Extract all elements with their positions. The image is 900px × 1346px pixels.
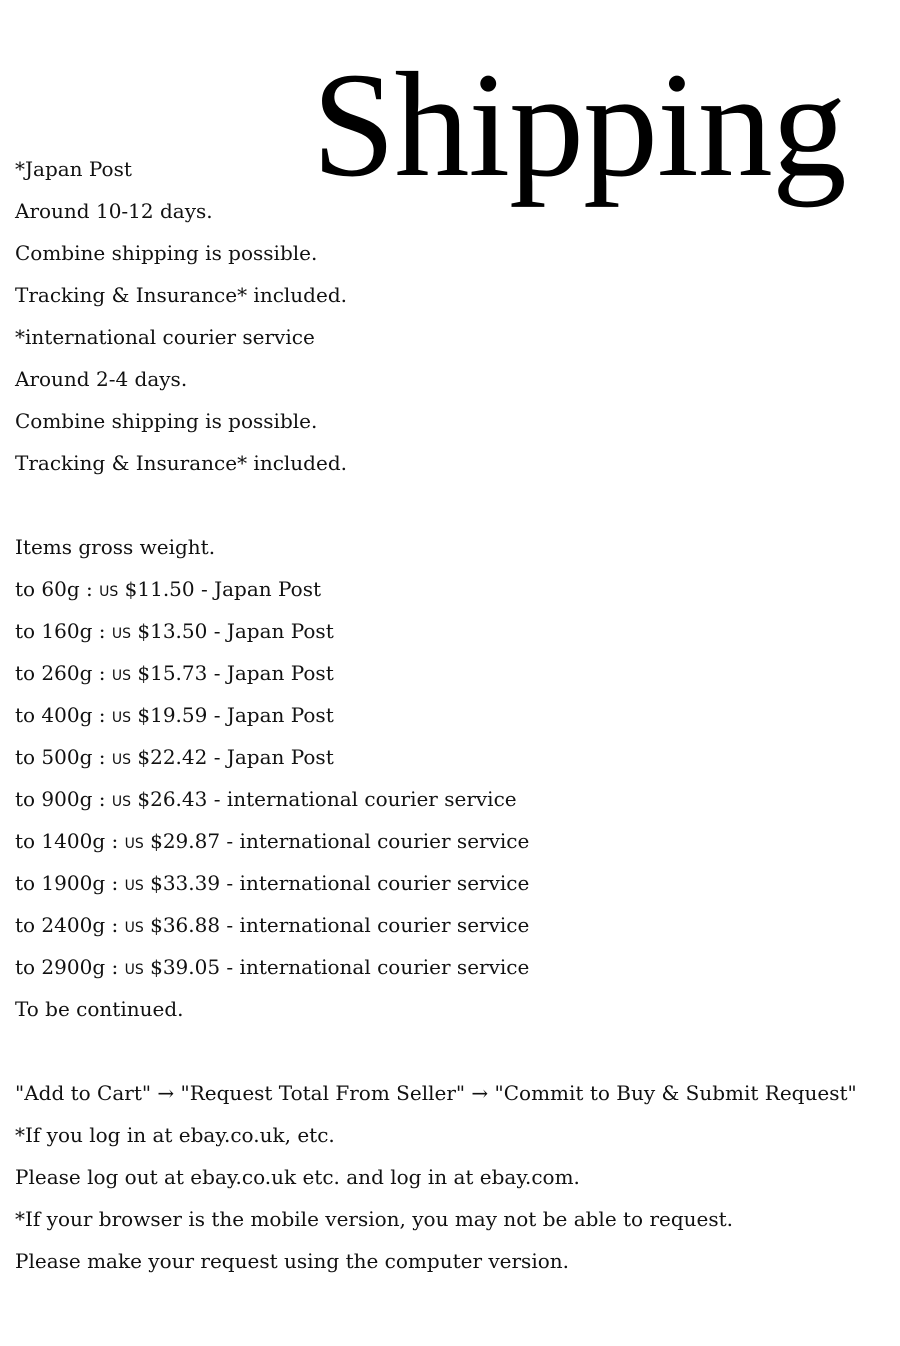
rate-row	[15, 778, 895, 820]
rate-row	[15, 820, 895, 862]
rate-price: $26.43	[131, 787, 208, 811]
shipping-info	[15, 148, 895, 1282]
currency-label: US	[111, 794, 132, 810]
japan-post-combine: Combine shipping is possible.	[15, 241, 318, 265]
checkout-steps: "Add to Cart" → "Request Total From Seller" → "Commit to Buy & Submit Request"	[15, 1081, 857, 1105]
rate-weight: to 2400g :	[15, 913, 125, 937]
rate-row	[15, 694, 895, 736]
rates-heading: Items gross weight.	[15, 535, 216, 559]
courier-duration: Around 2-4 days.	[15, 367, 188, 391]
spacer	[15, 484, 895, 526]
rate-price: $29.87	[143, 829, 221, 853]
rate-weight: to 500g :	[15, 745, 112, 769]
currency-label: US	[124, 836, 144, 852]
courier-combine: Combine shipping is possible.	[15, 409, 318, 433]
rate-weight: to 1900g :	[15, 871, 125, 895]
rate-service: - international courier service	[220, 955, 530, 979]
rate-price: $11.50	[118, 577, 195, 601]
currency-label: US	[99, 584, 119, 600]
rate-service: - Japan Post	[207, 703, 334, 727]
courier-tracking: Tracking & Insurance* included.	[15, 451, 347, 475]
rate-weight: to 900g :	[15, 787, 112, 811]
rate-service: - international courier service	[207, 787, 517, 811]
login-instruction: Please log out at ebay.co.uk etc. and log in at ebay.com.	[15, 1165, 580, 1189]
mobile-instruction: Please make your request using the computer version.	[15, 1249, 569, 1273]
rate-row	[15, 610, 895, 652]
currency-label: US	[111, 668, 132, 684]
japan-post-duration: Around 10-12 days.	[15, 199, 213, 223]
rate-price: $33.39	[143, 871, 221, 895]
rate-price: $15.73	[131, 661, 208, 685]
currency-label: US	[124, 962, 144, 978]
mobile-note: *If your browser is the mobile version, you may not be able to request.	[15, 1207, 734, 1231]
currency-label: US	[111, 626, 132, 642]
rate-service: - Japan Post	[194, 577, 321, 601]
rate-service: - international courier service	[220, 871, 530, 895]
rate-weight: to 400g :	[15, 703, 112, 727]
rate-row	[15, 652, 895, 694]
courier-label: *international courier service	[15, 325, 315, 349]
rate-weight: to 2900g :	[15, 955, 125, 979]
currency-label: US	[124, 920, 144, 936]
rate-price: $22.42	[131, 745, 208, 769]
japan-post-label: *Japan Post	[15, 157, 132, 181]
rate-row	[15, 946, 895, 988]
rate-weight: to 160g :	[15, 619, 112, 643]
japan-post-tracking: Tracking & Insurance* included.	[15, 283, 347, 307]
rate-row	[15, 568, 895, 610]
rate-price: $13.50	[131, 619, 208, 643]
rate-price: $39.05	[143, 955, 221, 979]
login-note: *If you log in at ebay.co.uk, etc.	[15, 1123, 335, 1147]
rate-price: $19.59	[131, 703, 208, 727]
rate-service: - international courier service	[220, 913, 530, 937]
rate-service: - international courier service	[220, 829, 530, 853]
currency-label: US	[124, 878, 144, 894]
page-title: Shipping	[312, 42, 846, 208]
rate-service: - Japan Post	[207, 745, 334, 769]
rate-weight: to 260g :	[15, 661, 112, 685]
rate-service: - Japan Post	[207, 661, 334, 685]
rate-service: - Japan Post	[207, 619, 334, 643]
spacer	[15, 1030, 895, 1072]
rates-continued: To be continued.	[15, 997, 184, 1021]
rate-weight: to 1400g :	[15, 829, 125, 853]
rate-row	[15, 862, 895, 904]
rate-row	[15, 904, 895, 946]
rate-weight: to 60g :	[15, 577, 100, 601]
currency-label: US	[111, 752, 132, 768]
rate-price: $36.88	[143, 913, 221, 937]
currency-label: US	[111, 710, 132, 726]
rate-row	[15, 736, 895, 778]
